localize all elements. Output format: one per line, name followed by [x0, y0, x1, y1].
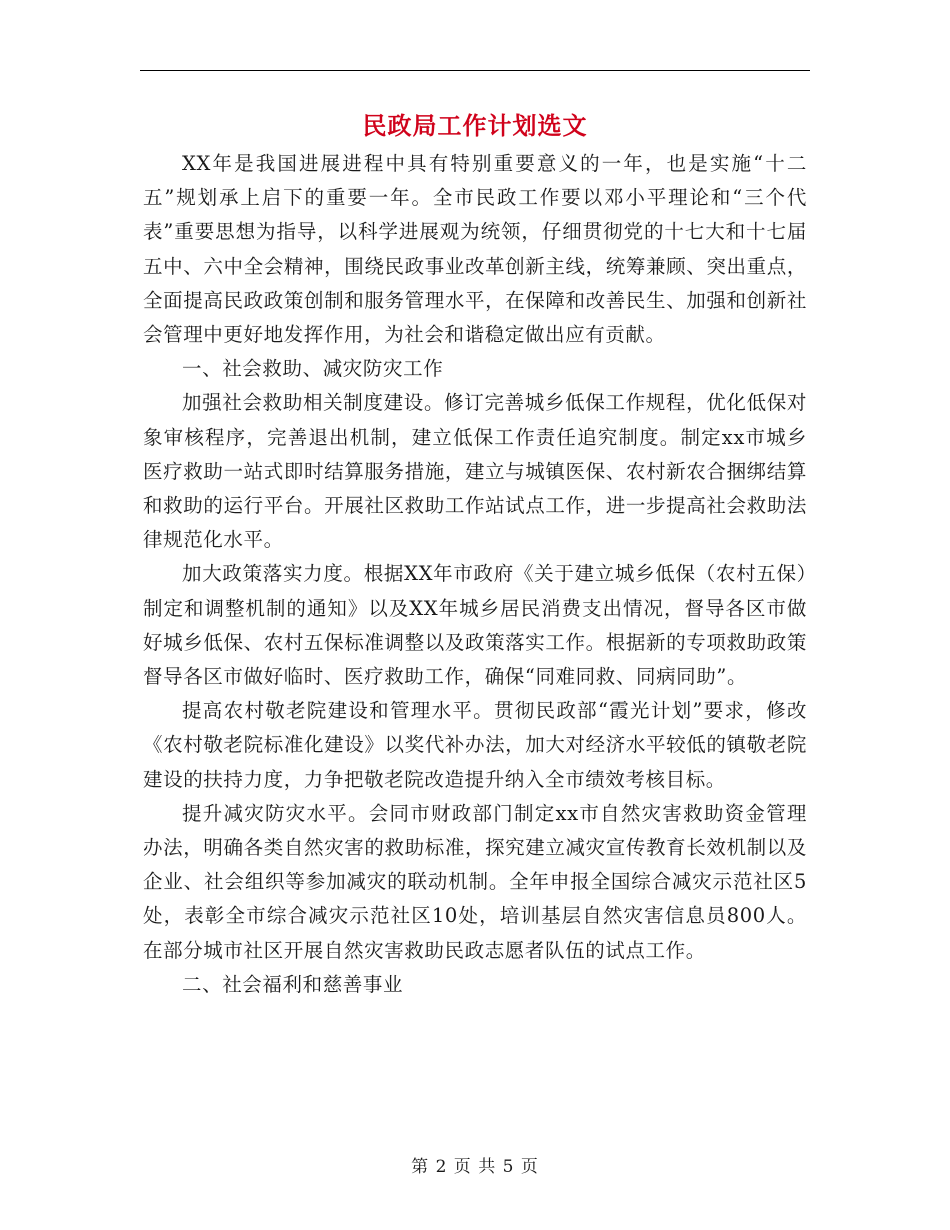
page-number: 第 2 页 共 5 页 — [411, 1157, 539, 1177]
paragraph-social-assistance-system: 加强社会救助相关制度建设。修订完善城乡低保工作规程，优化低保对象审核程序，完善退出机制，建立低保工作责任追究制度。制定xx市城乡医疗救助一站式即时结算服务措施，建立与城镇医保、农村新农合捆绑结算和救助的运行平台。开展社区救助工作站试点工作，进一步提高社会救助法律规范化水平。 — [143, 391, 807, 552]
section-heading-2: 二、社会福利和慈善事业 — [182, 972, 404, 996]
document-title: 民政局工作计划选文 — [362, 111, 588, 140]
paragraph-nursing-homes: 提高农村敬老院建设和管理水平。贯彻民政部“霞光计划”要求，修改《农村敬老院标准化建设》以奖代补办法，加大对经济水平较低的镇敬老院建设的扶持力度，力争把敬老院改造提升纳入全市绩效考核目标。 — [143, 699, 807, 791]
section-heading-1: 一、社会救助、减灾防灾工作 — [182, 357, 444, 381]
document-body — [143, 147, 807, 1002]
paragraph-intro: XX年是我国进展进程中具有特别重要意义的一年，也是实施“十二五”规划承上启下的重要一年。全市民政工作要以邓小平理论和“三个代表”重要思想为指导，以科学进展观为统领，仔细贯彻党的十七大和十七届五中、六中全会精神，围绕民政事业改革创新主线，统筹兼顾、突出重点，全面提高民政政策创制和服务管理水平，在保障和改善民生、加强和创新社会管理中更好地发挥作用，为社会和谐稳定做出应有贡献。 — [143, 152, 807, 347]
paragraph-policy-implementation: 加大政策落实力度。根据XX年市政府《关于建立城乡低保（农村五保）制定和调整机制的通知》以及XX年城乡居民消费支出情况，督导各区市做好城乡低保、农村五保标准调整以及政策落实工作。根据新的专项救助政策督导各区市做好临时、医疗救助工作，确保“同难同救、同病同助”。 — [143, 562, 807, 689]
paragraph-disaster-reduction: 提升减灾防灾水平。会同市财政部门制定xx市自然灾害救助资金管理办法，明确各类自然灾害的救助标准，探究建立减灾宣传教育长效机制以及企业、社会组织等参加减灾的联动机制。全年申报全国综合减灾示范社区5处，表彰全市综合减灾示范社区10处，培训基层自然灾害信息员800人。在部分城市社区开展自然灾害救助民政志愿者队伍的试点工作。 — [143, 801, 807, 962]
header-rule — [140, 70, 810, 71]
